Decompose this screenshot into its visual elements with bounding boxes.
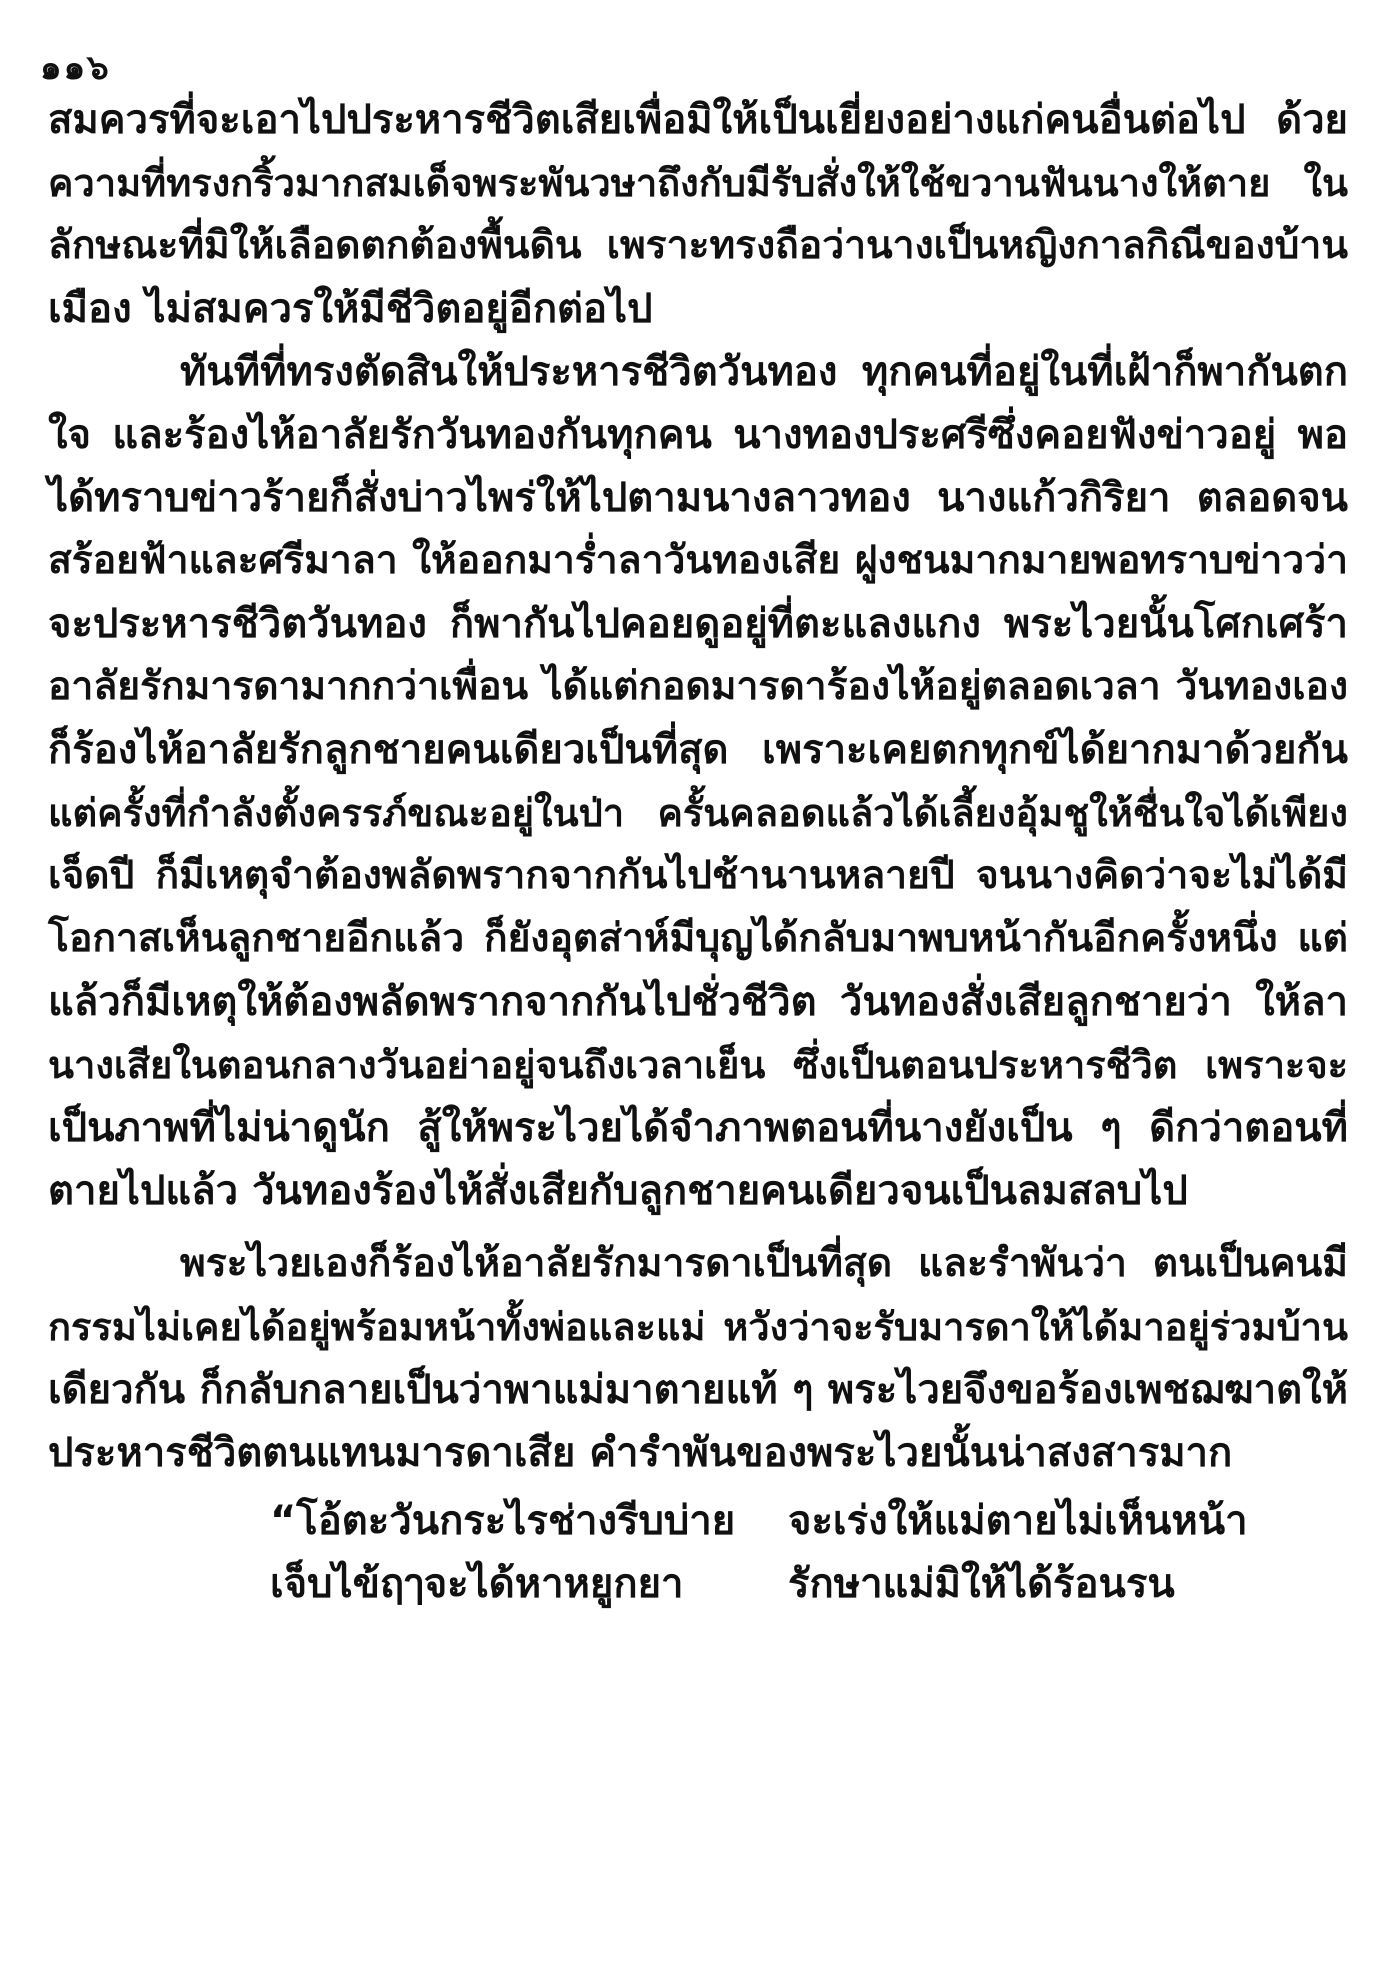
text-line: เป็นภาพที่ไม่น่าดูนัก สู้ให้พระไวยได้จำภาพตอนที่นางยังเป็น ๆ ดีกว่าตอนที่ <box>48 1105 1348 1151</box>
text-line: ทันทีที่ทรงตัดสินให้ประหารชีวิตวันทอง ทุกคนที่อยู่ในที่เฝ้าก็พากันตก <box>180 349 1348 395</box>
text-line: ตายไปแล้ว วันทองร้องไห้สั่งเสียกับลูกชายคนเดียวจนเป็นลมสลบไป <box>48 1168 1188 1214</box>
text-line: นางเสียในตอนกลางวันอย่าอยู่จนถึงเวลาเย็น ซึ่งเป็นตอนประหารชีวิต เพราะจะ <box>48 1043 1348 1087</box>
text-line: ใจ และร้องไห้อาลัยรักวันทองกันทุกคน นางทองประศรีซึ่งคอยฟังข่าวอยู่ พอ <box>48 412 1348 458</box>
verse-line-left: “โอ้ตะวันกระไรช่างรีบบ่าย <box>270 1498 736 1544</box>
text-line: สมควรที่จะเอาไปประหารชีวิตเสียเพื่อมิให้เป็นเยี่ยงอย่างแก่คนอื่นต่อไป ด้วย <box>48 97 1348 143</box>
text-line: ประหารชีวิตตนแทนมารดาเสีย คำรำพันของพระไวยนั้นน่าสงสารมาก <box>48 1430 1233 1476</box>
text-line: ความที่ทรงกริ้วมากสมเด็จพระพันวษาถึงกับมีรับสั่งให้ใช้ขวานฟันนางให้ตาย ใน <box>48 161 1348 205</box>
text-line: เมือง ไม่สมควรให้มีชีวิตอยู่อีกต่อไป <box>48 286 653 332</box>
text-line: ลักษณะที่มิให้เลือดตกต้องพื้นดิน เพราะทรงถือว่านางเป็นหญิงกาลกิณีของบ้าน <box>48 223 1348 268</box>
verse-line-left: เจ็บไข้ฤๅจะได้หาหยูกยา <box>270 1561 684 1607</box>
text-line: กรรมไม่เคยได้อยู่พร้อมหน้าทั้งพ่อและแม่ หวังว่าจะรับมารดาให้ได้มาอยู่ร่วมบ้าน <box>48 1305 1348 1349</box>
text-line: เดียวกัน ก็กลับกลายเป็นว่าพาแม่มาตายแท้ ๆ พระไวยจึงขอร้องเพชฌฆาตให้ <box>48 1367 1348 1413</box>
text-line: สร้อยฟ้าและศรีมาลา ให้ออกมาร่ำลาวันทองเสีย ฝูงชนมากมายพอทราบข่าวว่า <box>48 538 1348 583</box>
text-line: โอกาสเห็นลูกชายอีกแล้ว ก็ยังอุตส่าห์มีบุญได้กลับมาพบหน้ากันอีกครั้งหนึ่ง แต่ <box>48 916 1348 961</box>
verse-line-right: จะเร่งให้แม่ตายไม่เห็นหน้า <box>788 1498 1248 1544</box>
text-line: จะประหารชีวิตวันทอง ก็พากันไปคอยดูอยู่ที่ตะแลงแกง พระไวยนั้นโศกเศร้า <box>48 601 1348 647</box>
text-line: แต่ครั้งที่กำลังตั้งครรภ์ขณะอยู่ในป่า ครั้นคลอดแล้วได้เลี้ยงอุ้มชูให้ชื่นใจได้เพียง <box>48 791 1348 835</box>
text-line: ได้ทราบข่าวร้ายก็สั่งบ่าวไพร่ให้ไปตามนางลาวทอง นางแก้วกิริยา ตลอดจน <box>48 475 1348 521</box>
text-line: พระไวยเองก็ร้องไห้อาลัยรักมารดาเป็นที่สุด และรำพันว่า ตนเป็นคนมี <box>180 1241 1348 1286</box>
text-line: เจ็ดปี ก็มีเหตุจำต้องพลัดพรากจากกันไปช้านานหลายปี จนนางคิดว่าจะไม่ได้มี <box>48 853 1348 898</box>
text-line: แล้วก็มีเหตุให้ต้องพลัดพรากจากกันไปชั่วชีวิต วันทองสั่งเสียลูกชายว่า ให้ลา <box>48 979 1348 1025</box>
text-line: ก็ร้องไห้อาลัยรักลูกชายคนเดียวเป็นที่สุด เพราะเคยตกทุกข์ได้ยากมาด้วยกัน <box>48 727 1348 773</box>
verse-line-right: รักษาแม่มิให้ได้ร้อนรน <box>788 1561 1175 1607</box>
page-number: ๑๑๖ <box>40 48 111 88</box>
text-line: อาลัยรักมารดามากกว่าเพื่อน ได้แต่กอดมารดาร้องไห้อยู่ตลอดเวลา วันทองเอง <box>48 664 1348 709</box>
